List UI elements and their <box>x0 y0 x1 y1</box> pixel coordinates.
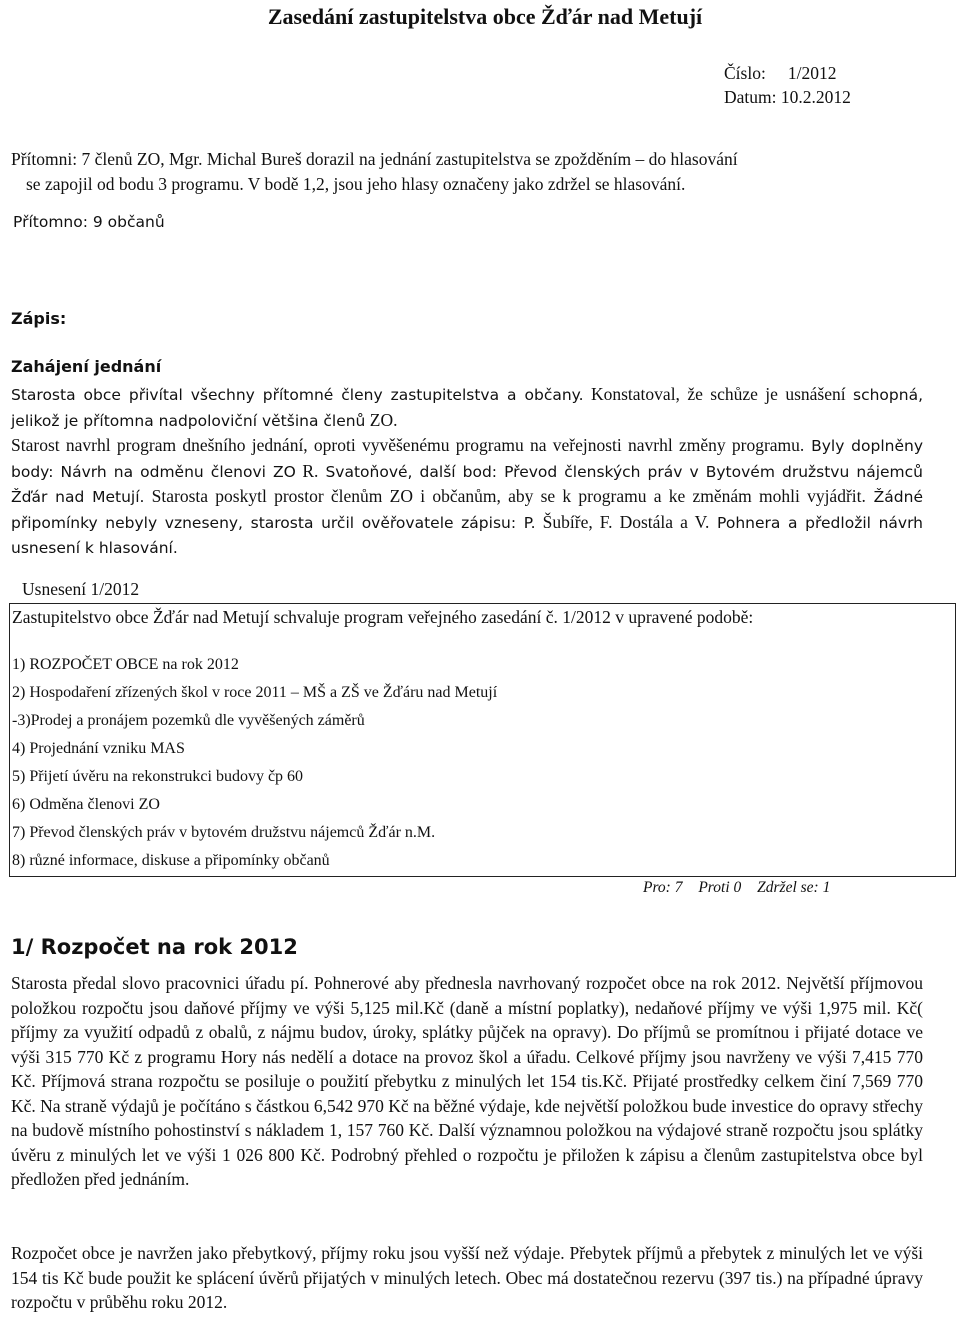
document-meta <box>724 61 851 109</box>
opening-text-4: ZO. <box>365 409 398 430</box>
section-1-paragraph-2: Rozpočet obce je navržen jako přebytkový, příjmy roku jsou vyšší než výdaje. Přebytek příjmů a přebytek z minulých let ve výši 154 tis Kč bude použit ke splácení úvěrů přijatých v minulých letech. Obec má dostatečnou rezervu (397 tis.) na případné úpravy rozpočtu v průběhu roku 2012. <box>11 1243 923 1312</box>
program-item: -3)Prodej a pronájem pozemků dle vyvěšených záměrů <box>12 712 365 729</box>
program-item: 1) ROZPOČET OBCE na rok 2012 <box>12 656 239 673</box>
attendance-public: Přítomno: 9 občanů <box>13 213 165 231</box>
opening-text-7: R. <box>295 460 319 481</box>
vote-for: Pro: 7 <box>643 879 683 896</box>
opening-text-3: schopná, jelikož je přítomna nadpoloviční většina členů <box>11 386 923 430</box>
number-label: Číslo: <box>724 63 766 83</box>
program-item: 5) Přijetí úvěru na rekonstrukci budovy čp 60 <box>12 768 304 785</box>
attendance-members <box>11 147 956 197</box>
opening-paragraph <box>11 382 923 561</box>
date-value: 10.2.2012 <box>780 87 851 107</box>
program-item: 6) Odměna členovi ZO <box>12 796 160 813</box>
program-item: 4) Projednání vzniku MAS <box>12 740 185 757</box>
program-list <box>10 651 497 875</box>
opening-text-6: Byly doplněny body: Návrh na odměnu členovi ZO <box>11 437 923 481</box>
attendance-line-2: se zapojil od bodu 3 programu. V bodě 1,2, jsou jeho hlasy označeny jako zdržel se hlasování. <box>26 174 686 194</box>
resolution-intro: Zastupitelstvo obce Žďár nad Metují schvaluje program veřejného zasedání č. 1/2012 v upravené podobě: <box>12 607 754 627</box>
date-row <box>724 85 851 109</box>
vote-abstain: Zdržel se: 1 <box>757 879 831 896</box>
program-item: 7) Převod členských práv v bytovém družstvu nájemců Žďár n.M. <box>12 824 436 841</box>
program-item: 2) Hospodaření zřízených škol v roce 2011 – MŠ a ZŠ ve Žďáru nad Metují <box>12 684 498 701</box>
opening-text-1: Starosta obce přivítal všechny přítomné členy zastupitelstva a občany. <box>11 386 584 404</box>
opening-text-2: Konstatoval, že schůze je usnášení <box>583 384 846 404</box>
vote-result <box>643 879 842 897</box>
opening-text-10: Žádné připomínky nebyly vzneseny, starosta určil ověřovatele zápisu: P. <box>11 488 924 532</box>
minutes-heading: Zápis: <box>11 309 67 328</box>
opening-heading: Zahájení jednání <box>11 357 162 376</box>
opening-text-9: Starosta poskytl prostor členům ZO i občanům, aby se k programu a ke změnám mohli vyjádřit. <box>144 486 866 506</box>
opening-text-12: Pohnera a předložil návrh usnesení k hlasování. <box>11 513 923 557</box>
section-1-heading: 1/ Rozpočet na rok 2012 <box>11 935 298 959</box>
program-item: 8) různé informace, diskuse a připomínky občanů <box>12 852 330 869</box>
opening-text-11: Šubíře, F. Dostála a V. <box>535 511 710 532</box>
resolution-heading: Usnesení 1/2012 <box>22 579 140 599</box>
date-label: Datum: <box>724 87 777 107</box>
number-row <box>724 61 851 85</box>
opening-text-5: Starost navrhl program dnešního jednání, oproti vyvěšenému programu na veřejnosti navrhl změny programu. <box>11 435 805 455</box>
page-title: Zasedání zastupitelstva obce Žďár nad Metují <box>267 4 703 29</box>
section-1-paragraph-1: Starosta předal slovo pracovnici úřadu pí. Pohnerové aby přednesla navrhovaný rozpočet obce na rok 2012. Největší příjmovou položkou rozpočtu jsou daňové příjmy ve výši 5,125 mil.Kč (daně a místní poplatky), nedaňové příjmy ve výši 1,975 mil. Kč( příjmy za využití odpadů z obalů, z nájmu budov, úroky, splátky půjček na opravy). Do příjmů se promítnou i přijaté dotace ve výši 315 770 Kč z programu Hory nás nedělí a dotace na provoz škol a úřadu. Celkové příjmy jsou navrženy ve výši 7,415 770 Kč. Příjmová strana rozpočtu se posiluje o použití přebytku z minulých let 154 tis.Kč. Přijaté prostředky celkem činí 7,569 770 Kč. Na straně výdajů je počítáno s částkou 6,542 970 Kč na běžné výdaje, kde největší položkou bude investice do opravy střechy na budově místního pohostinství s nákladem 1, 157 760 Kč. Další významnou položkou na výdajové straně rozpočtu jsou splátky úvěru z minulých let ve výši 1 026 800 Kč. Podrobný přehled o rozpočtu je přiložen k zápisu a členům zastupitelstva obce byl předložen před jednáním. <box>11 973 923 1189</box>
vote-against: Proti 0 <box>698 879 742 896</box>
resolution-box <box>9 603 956 877</box>
number-value: 1/2012 <box>787 63 837 83</box>
opening-text-8: Svatoňové, další bod: Převod členských práv v Bytovém družstvu nájemců Žďár nad Metují. <box>11 462 923 506</box>
attendance-line-1: Přítomni: 7 členů ZO, Mgr. Michal Bureš dorazil na jednání zastupitelstva se zpožděním – do hlasování <box>11 149 738 169</box>
